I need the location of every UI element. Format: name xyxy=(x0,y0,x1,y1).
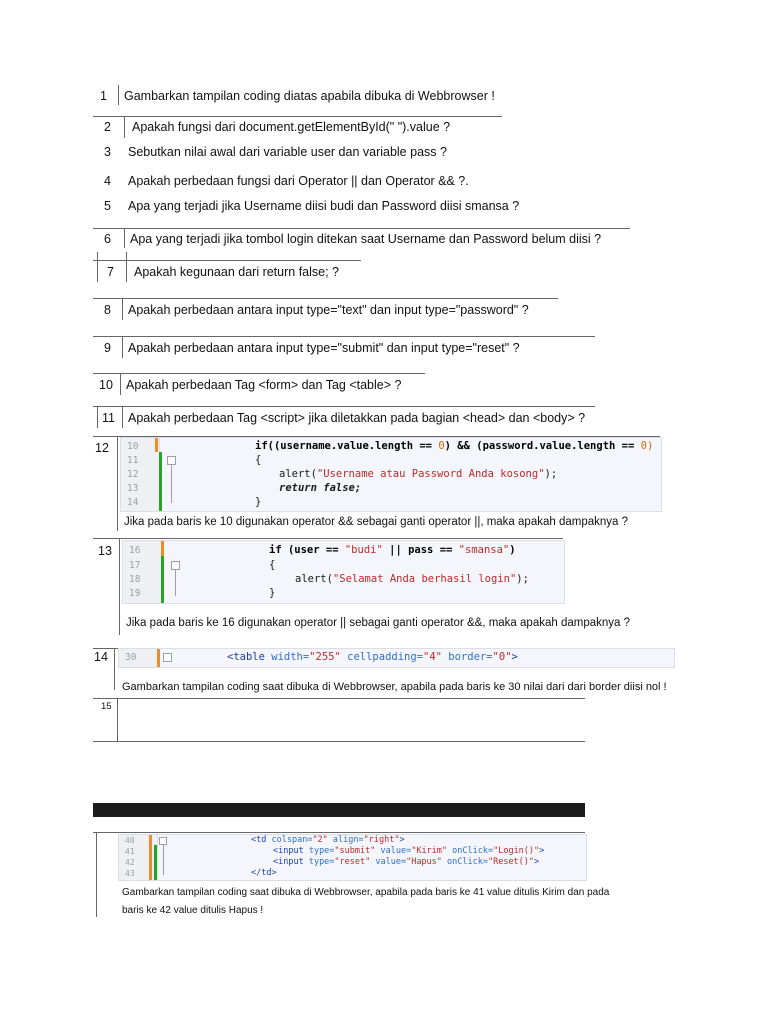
code-token: "submit" xyxy=(334,846,376,856)
code-token: <input xyxy=(273,857,309,867)
code-line xyxy=(279,468,557,480)
code-token: "2" xyxy=(312,835,328,845)
fold-guide xyxy=(163,845,164,875)
question-text: Gambarkan tampilan coding saat dibuka di Webbrowser, apabila pada baris ke 30 nilai dari dari border diisi nol ! xyxy=(122,681,667,693)
code-line: } xyxy=(255,496,262,508)
line-number: 18 xyxy=(129,574,141,585)
divider xyxy=(120,373,121,395)
question-number: 14 xyxy=(94,650,108,664)
line-number: 11 xyxy=(127,455,139,466)
code-line xyxy=(273,857,539,867)
code-token: ) && (password.value.length == xyxy=(444,440,641,452)
divider xyxy=(126,252,127,282)
question-number: 9 xyxy=(104,341,111,355)
divider xyxy=(93,373,425,374)
code-token: ); xyxy=(544,468,558,480)
divider xyxy=(96,832,97,917)
code-line xyxy=(251,835,405,845)
question-number: 6 xyxy=(104,232,111,246)
change-marker xyxy=(161,556,164,603)
divider xyxy=(93,698,585,699)
change-marker xyxy=(161,541,164,556)
line-number: 30 xyxy=(125,652,137,663)
change-marker xyxy=(149,835,152,880)
code-line: return false; xyxy=(279,482,362,494)
code-token: ) xyxy=(509,544,516,556)
line-number: 41 xyxy=(125,847,135,856)
code-snippet xyxy=(122,540,565,604)
fold-icon[interactable] xyxy=(171,561,180,570)
line-number: 13 xyxy=(127,483,139,494)
code-token: "smansa" xyxy=(458,544,510,556)
code-token: onClick= xyxy=(441,857,488,867)
divider xyxy=(122,406,123,428)
question-number: 13 xyxy=(98,544,112,558)
code-token: 0 xyxy=(438,440,445,452)
code-line xyxy=(227,651,518,663)
code-token: value= xyxy=(370,857,407,867)
divider xyxy=(93,298,558,299)
code-snippet xyxy=(120,437,662,512)
code-token: "Hapus" xyxy=(406,857,442,867)
code-snippet xyxy=(118,648,675,668)
code-token: || pass == xyxy=(382,544,459,556)
code-line: { xyxy=(255,454,262,466)
question-text: Apakah kegunaan dari return false; ? xyxy=(134,265,339,279)
code-token: "Username atau Password Anda kosong" xyxy=(316,468,545,480)
divider xyxy=(114,648,115,690)
code-token: "Login()" xyxy=(493,846,540,856)
question-number: 1 xyxy=(100,89,107,103)
code-token: "budi" xyxy=(344,544,383,556)
divider xyxy=(93,116,502,117)
code-token: > xyxy=(534,857,540,867)
code-token: alert( xyxy=(295,573,333,585)
black-separator xyxy=(93,803,585,817)
code-token: border= xyxy=(441,651,493,663)
code-token: if((username.value.length == xyxy=(255,440,439,452)
code-token: type= xyxy=(308,846,335,856)
code-token: <input xyxy=(273,846,309,856)
code-token: > xyxy=(511,651,518,663)
divider xyxy=(124,228,125,248)
code-token: ); xyxy=(516,573,529,585)
change-marker xyxy=(157,649,160,667)
question-text: Jika pada baris ke 16 digunakan operator || sebagai ganti operator &&, maka apakah dampaknya ? xyxy=(126,617,630,629)
question-text: Apakah perbedaan antara input type="text" dan input type="password" ? xyxy=(128,303,529,317)
change-marker xyxy=(155,438,158,452)
divider xyxy=(93,406,595,407)
question-text: Apa yang terjadi jika Username diisi budi dan Password diisi smansa ? xyxy=(128,199,520,213)
code-token: onClick= xyxy=(447,846,494,856)
code-token: "Selamat Anda berhasil login" xyxy=(332,573,517,585)
divider xyxy=(119,538,120,635)
code-token: "reset" xyxy=(334,857,371,867)
fold-icon[interactable] xyxy=(163,653,172,662)
question-number: 8 xyxy=(104,303,111,317)
question-text: Apakah perbedaan Tag <form> dan Tag <table> ? xyxy=(126,378,402,392)
line-number: 10 xyxy=(127,441,139,452)
divider xyxy=(117,698,118,742)
code-token: if (user == xyxy=(269,544,345,556)
code-token: "right" xyxy=(363,835,400,845)
fold-guide xyxy=(171,465,172,503)
code-line: </td> xyxy=(251,868,277,878)
line-number: 14 xyxy=(127,497,139,508)
code-snippet xyxy=(118,834,587,881)
fold-guide xyxy=(175,570,176,596)
change-marker xyxy=(159,452,162,511)
code-token: <table xyxy=(227,651,272,663)
line-number: 16 xyxy=(129,545,141,556)
question-text: Apakah perbedaan Tag <script> jika diletakkan pada bagian <head> dan <body> ? xyxy=(128,411,586,425)
divider xyxy=(93,228,630,229)
fold-icon[interactable] xyxy=(167,456,176,465)
code-token: cellpadding= xyxy=(340,651,423,663)
code-token: value= xyxy=(375,846,412,856)
divider xyxy=(97,406,98,428)
code-line: { xyxy=(269,559,276,571)
question-text: Apakah perbedaan fungsi dari Operator || dan Operator && ?. xyxy=(128,174,469,188)
divider xyxy=(122,336,123,358)
code-line: } xyxy=(269,587,276,599)
code-line xyxy=(273,846,544,856)
code-token: > xyxy=(539,846,545,856)
divider xyxy=(97,252,98,282)
divider xyxy=(122,298,123,320)
code-token: 0) xyxy=(640,440,654,452)
code-line xyxy=(255,440,653,452)
code-token: "Kirim" xyxy=(411,846,448,856)
code-token: colspan= xyxy=(271,835,313,845)
fold-icon[interactable] xyxy=(159,837,167,845)
question-number: 7 xyxy=(107,265,114,279)
code-line xyxy=(269,544,516,556)
line-number: 42 xyxy=(125,858,135,867)
question-number: 3 xyxy=(104,145,111,159)
line-number: 17 xyxy=(129,560,141,571)
question-number: 5 xyxy=(104,199,111,213)
question-text: Apakah perbedaan antara input type="submit" dan input type="reset" ? xyxy=(128,341,520,355)
code-token: width= xyxy=(271,651,310,663)
question-number: 10 xyxy=(99,378,113,392)
divider xyxy=(93,336,595,337)
code-token: align= xyxy=(327,835,364,845)
code-token: "Reset()" xyxy=(487,857,535,867)
question-text: Gambarkan tampilan coding diatas apabila dibuka di Webbrowser ! xyxy=(124,89,495,103)
question-number: 11 xyxy=(102,411,115,425)
question-text: baris ke 42 value ditulis Hapus ! xyxy=(122,905,264,916)
code-token: "4" xyxy=(423,651,442,663)
question-text: Apa yang terjadi jika tombol login ditekan saat Username dan Password belum diisi ? xyxy=(130,232,602,246)
code-token: type= xyxy=(308,857,335,867)
question-number: 4 xyxy=(104,174,111,188)
divider xyxy=(117,436,118,531)
question-number: 12 xyxy=(95,441,109,455)
question-text: Apakah fungsi dari document.getElementById(" ").value ? xyxy=(132,120,451,134)
divider xyxy=(118,85,119,105)
divider xyxy=(124,116,125,138)
line-number: 40 xyxy=(125,836,135,845)
question-text: Gambarkan tampilan coding saat dibuka di Webbrowser, apabila pada baris ke 41 value ditulis Kirim dan pada xyxy=(122,887,610,898)
divider xyxy=(93,538,563,539)
divider xyxy=(93,260,361,261)
code-token: "255" xyxy=(309,651,341,663)
line-number: 43 xyxy=(125,869,135,878)
code-token: <td xyxy=(251,835,272,845)
code-token: > xyxy=(399,835,405,845)
code-token: "0" xyxy=(492,651,512,663)
question-text: Jika pada baris ke 10 digunakan operator && sebagai ganti operator ||, maka apakah dampaknya ? xyxy=(124,516,628,528)
line-number: 12 xyxy=(127,469,139,480)
code-line xyxy=(295,573,529,585)
question-number: 15 xyxy=(101,701,112,712)
line-number: 19 xyxy=(129,588,141,599)
code-token: alert( xyxy=(279,468,317,480)
divider xyxy=(93,741,585,742)
question-text: Sebutkan nilai awal dari variable user dan variable pass ? xyxy=(128,145,447,159)
question-number: 2 xyxy=(104,120,111,134)
divider xyxy=(93,832,585,833)
change-marker xyxy=(154,845,157,880)
